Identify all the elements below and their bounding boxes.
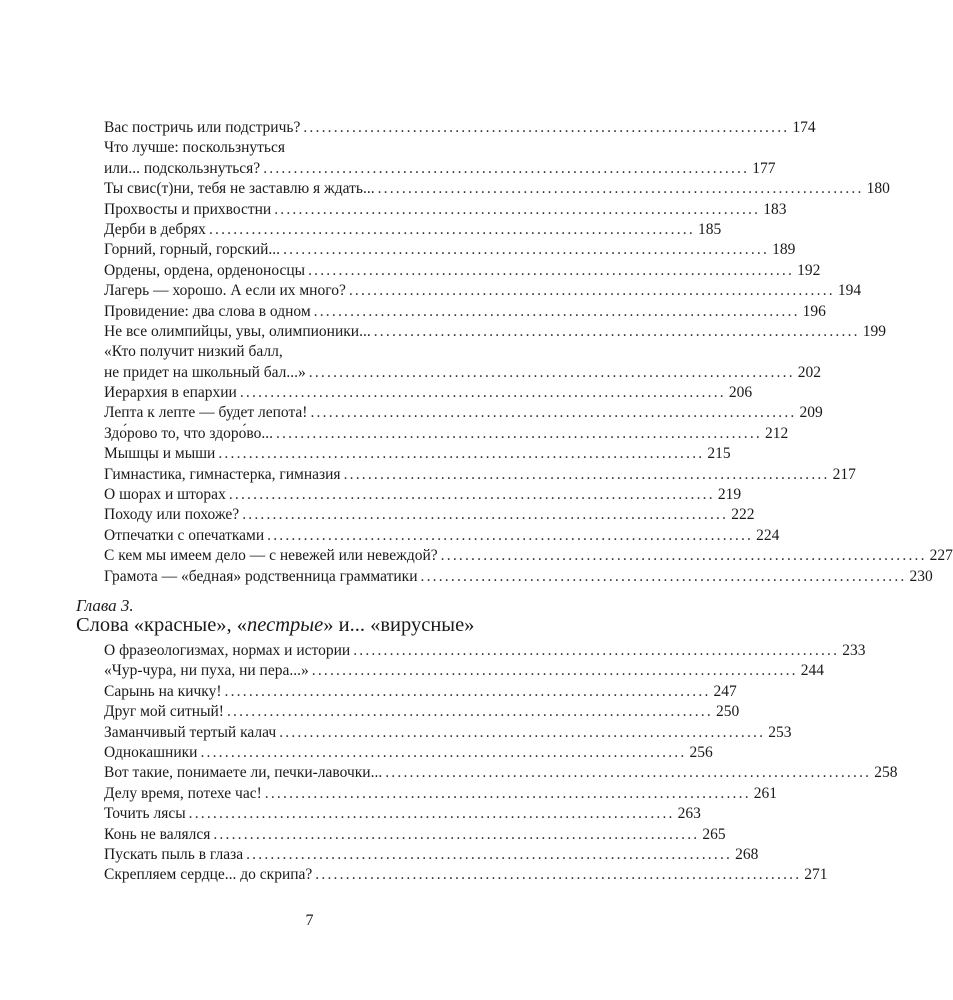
dot-leader: ................................................................................	[267, 526, 754, 544]
toc-entry-title: Дерби в дебрях	[104, 220, 206, 238]
toc-entry	[104, 159, 776, 179]
toc-entry-page: 261	[753, 784, 778, 802]
chapter-title-part2: » и... «вирусные»	[323, 614, 475, 636]
dot-leader: ................................................................................	[263, 159, 750, 177]
dot-leader: ................................................................................	[218, 445, 705, 463]
toc-entry-page: 202	[797, 363, 822, 381]
toc-entry	[104, 505, 755, 525]
toc-entry	[104, 383, 753, 403]
toc-entry-page: 250	[715, 703, 740, 721]
toc-entry-page: 271	[804, 866, 828, 884]
toc-entry	[104, 485, 742, 505]
toc-entry-title: Ты свис(т)ни, тебя не заставлю я ждать...	[104, 180, 375, 198]
toc-entry-title: не придет на школьный бал...»	[104, 363, 306, 381]
toc-entry	[104, 661, 824, 681]
toc-entry-title: Горний, горный, горский...	[104, 241, 281, 259]
toc-entry-title: Вот такие, понимаете ли, печки-лавочки...	[104, 764, 383, 782]
toc-entry	[104, 743, 713, 763]
dot-leader: ................................................................................	[242, 506, 729, 524]
toc-entry	[104, 702, 740, 722]
toc-entry-title: О шорах и шторах	[104, 486, 226, 504]
dot-leader: ................................................................................	[308, 261, 795, 279]
toc-entry-title: Здо́рово то, что здоро́во...	[104, 424, 273, 442]
chapter-title-part1: Слова «красные», «	[76, 614, 248, 636]
toc-entry-title: Заманчивый тертый калач	[104, 723, 277, 741]
dot-leader: ................................................................................	[343, 465, 830, 483]
toc-entry-title: Ордены, ордена, орденоносцы	[104, 261, 306, 279]
toc-entry-title: Не все олимпийцы, увы, олимпионики...	[104, 322, 371, 340]
toc-entry-title: Мышцы и мыши	[104, 445, 216, 463]
toc-section-2	[104, 641, 898, 886]
toc-section-1	[104, 118, 953, 587]
dot-leader: ................................................................................	[348, 282, 835, 300]
toc-entry-page: 183	[763, 200, 787, 218]
toc-entry-page: 233	[842, 642, 866, 659]
toc-entry	[104, 403, 823, 423]
dot-leader: ................................................................................	[279, 723, 766, 741]
toc-entry-title: Пускать пыль в глаза	[104, 845, 244, 863]
toc-entry-page: 180	[866, 180, 890, 198]
chapter-label: Глава 3.	[76, 596, 134, 615]
dot-leader: ................................................................................	[377, 180, 864, 198]
toc-entry-page: 222	[731, 506, 755, 524]
toc-entry-page: 265	[702, 825, 726, 843]
toc-entry-page: 263	[677, 805, 701, 823]
dot-leader: ................................................................................	[440, 547, 927, 565]
toc-entry-page: 185	[697, 220, 722, 238]
toc-entry-page: 268	[735, 845, 759, 863]
dot-leader: ................................................................................	[246, 845, 733, 863]
dot-leader: ................................................................................	[208, 220, 695, 238]
toc-entry	[104, 118, 816, 138]
dot-leader: ................................................................................	[308, 363, 795, 381]
toc-entry	[104, 845, 759, 865]
dot-leader: ................................................................................	[188, 805, 675, 823]
toc-entry	[104, 200, 787, 220]
toc-entry	[104, 865, 828, 885]
toc-entry-title: Вас постричь или подстричь?	[104, 119, 301, 136]
dot-leader: ................................................................................	[264, 784, 751, 802]
dot-leader: ................................................................................	[303, 119, 790, 136]
dot-leader: ................................................................................	[274, 200, 761, 218]
toc-entry	[104, 424, 789, 444]
dot-leader: ................................................................................	[275, 424, 762, 442]
toc-entry	[104, 784, 778, 804]
toc-entry-page: 174	[792, 119, 816, 136]
toc-entry-page: 230	[909, 567, 933, 585]
toc-entry-page: 258	[874, 764, 898, 782]
toc-entry-page: 253	[768, 723, 792, 741]
toc-entry-title: Друг мой ситный!	[104, 703, 224, 721]
toc-entry-title: Прохвосты и прихвостни	[104, 200, 272, 218]
toc-entry-page: 247	[713, 682, 737, 700]
toc-entry	[104, 261, 821, 281]
toc-entry-title: Конь не валялся	[104, 825, 211, 843]
toc-entry-title: Иерархия в епархии	[104, 384, 237, 402]
toc-entry	[104, 444, 731, 464]
toc-entry-title: Походу или похоже?	[104, 506, 240, 524]
toc-entry-title: Однокашники	[104, 743, 198, 761]
toc-entry	[104, 682, 737, 702]
dot-leader: ................................................................................	[228, 486, 715, 504]
toc-entry-page: 192	[797, 261, 821, 279]
toc-entry-title: Скрепляем сердце... до скрипа?	[104, 866, 313, 884]
dot-leader: ................................................................................	[311, 662, 798, 680]
dot-leader: ................................................................................	[353, 642, 840, 659]
toc-entry-title: Отпечатки с опечатками	[104, 526, 265, 544]
toc-entry-page: 194	[837, 282, 862, 300]
toc-entry	[104, 465, 856, 485]
toc-entry-page: 244	[800, 662, 824, 680]
toc-entry	[104, 763, 898, 783]
toc-entry-title: Делу время, потехе час!	[104, 784, 262, 802]
dot-leader: ................................................................................	[283, 241, 770, 259]
dot-leader: ................................................................................	[420, 567, 907, 585]
dot-leader: ................................................................................	[200, 743, 687, 761]
dot-leader: ................................................................................	[239, 384, 726, 402]
toc-entry	[104, 220, 722, 240]
toc-entry-page: 199	[862, 322, 886, 340]
dot-leader: ................................................................................	[373, 322, 860, 340]
dot-leader: ................................................................................	[224, 682, 711, 700]
dot-leader: ................................................................................	[315, 866, 802, 884]
toc-entry-title: Лепта к лепте — будет лепота!	[104, 404, 308, 422]
toc-entry-title: Что лучше: поскользнуться	[104, 139, 285, 157]
toc-entry-page: 227	[929, 547, 953, 565]
dot-leader: ................................................................................	[310, 404, 797, 422]
toc-entry	[104, 825, 726, 845]
toc-entry-title: Грамота — «бедная» родственница грамматики	[104, 567, 418, 585]
page-number: 7	[305, 912, 314, 929]
toc-entry-page: 215	[707, 445, 731, 463]
toc-entry-page: 217	[832, 465, 856, 483]
toc-entry-title: «Чур-чура, ни пуха, ни пера...»	[104, 662, 309, 680]
dot-leader: ................................................................................	[226, 703, 713, 721]
toc-entry	[104, 546, 953, 566]
dot-leader: ................................................................................	[313, 302, 800, 320]
dot-leader: ................................................................................	[213, 825, 700, 843]
toc-entry-title: С кем мы имеем дело — с невежей или невеждой?	[104, 547, 438, 565]
dot-leader: ................................................................................	[385, 764, 872, 782]
toc-entry	[104, 322, 886, 342]
chapter-title	[76, 614, 474, 637]
toc-entry-title: О фразеологизмах, нормах и истории	[104, 642, 351, 659]
toc-entry	[104, 302, 826, 322]
toc-entry	[104, 179, 890, 199]
toc-entry	[104, 526, 780, 546]
toc-entry-page: 219	[717, 486, 742, 504]
toc-entry-title: Точить лясы	[104, 805, 186, 823]
toc-entry-page: 189	[772, 241, 796, 259]
toc-entry-title: Гимнастика, гимнастерка, гимназия	[104, 465, 341, 483]
toc-entry-page: 256	[689, 743, 713, 761]
toc-entry-title: Лагерь — хорошо. А если их много?	[104, 282, 346, 300]
toc-entry-page: 206	[728, 384, 753, 402]
toc-entry	[104, 240, 796, 260]
toc-entry	[104, 641, 866, 661]
toc-entry	[104, 281, 862, 301]
toc-entry-page: 224	[756, 526, 780, 544]
toc-entry-page: 212	[764, 424, 789, 442]
toc-entry	[104, 363, 822, 383]
toc-entry	[104, 723, 792, 743]
toc-entry	[104, 567, 933, 587]
toc-entry-page: 209	[799, 404, 823, 422]
toc-entry-title: Провидение: два слова в одном	[104, 302, 311, 320]
toc-entry-title: Сарынь на кичку!	[104, 682, 222, 700]
toc-entry-title: или... подскользнуться?	[104, 159, 261, 177]
toc-entry-page: 177	[752, 159, 776, 177]
toc-entry	[104, 804, 701, 824]
toc-entry-title: «Кто получит низкий балл,	[104, 343, 283, 361]
toc-entry-page: 196	[802, 302, 826, 320]
chapter-title-italic: пестрые	[247, 614, 324, 636]
